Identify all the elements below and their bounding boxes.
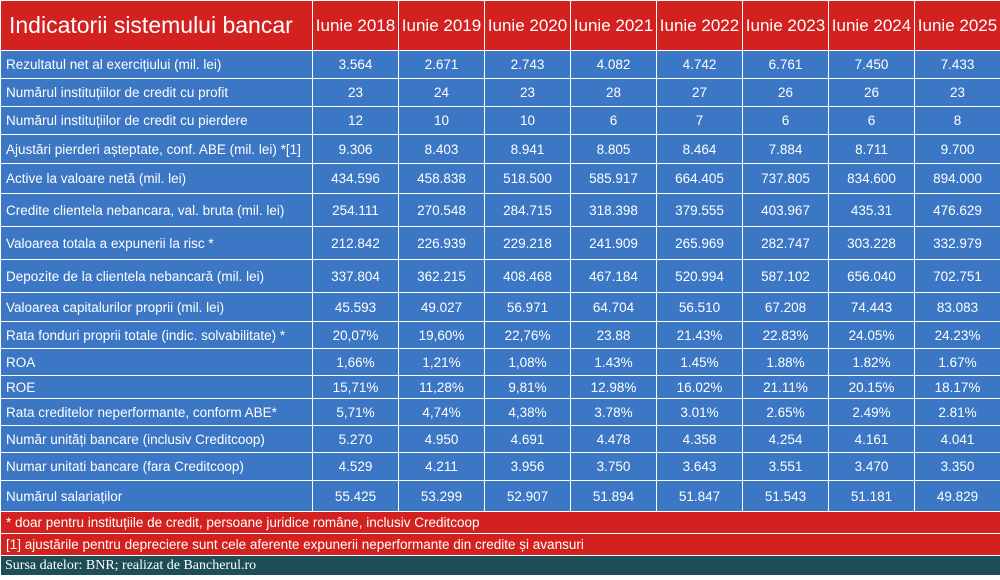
value-cell: 212.842 <box>313 227 399 260</box>
row-label: Rata fonduri proprii totale (indic. solvabilitate) * <box>1 322 313 349</box>
value-cell: 26 <box>743 79 829 107</box>
value-cell: 67.208 <box>743 293 829 322</box>
table-row <box>1 322 1000 349</box>
value-cell: 24.05% <box>829 322 915 349</box>
value-cell: 45.593 <box>313 293 399 322</box>
value-cell: 362.215 <box>399 260 485 293</box>
value-cell: 4.478 <box>571 426 657 453</box>
value-cell: 3.564 <box>313 51 399 79</box>
value-cell: 4.691 <box>485 426 571 453</box>
value-cell: 8.941 <box>485 135 571 164</box>
row-label: Numărul instituțiilor de credit cu pierdere <box>1 107 313 135</box>
value-cell: 9.306 <box>313 135 399 164</box>
footnote-row <box>1 512 1000 534</box>
year-header: Iunie 2024 <box>829 1 915 51</box>
table-row <box>1 293 1000 322</box>
value-cell: 4.041 <box>915 426 1000 453</box>
value-cell: 12.98% <box>571 376 657 399</box>
value-cell: 1,08% <box>485 349 571 376</box>
year-header: Iunie 2021 <box>571 1 657 51</box>
value-cell: 270.548 <box>399 194 485 227</box>
value-cell: 8.711 <box>829 135 915 164</box>
value-cell: 56.971 <box>485 293 571 322</box>
value-cell: 24 <box>399 79 485 107</box>
value-cell: 16.02% <box>657 376 743 399</box>
value-cell: 241.909 <box>571 227 657 260</box>
row-label: Credite clientela nebancara, val. bruta (mil. lei) <box>1 194 313 227</box>
value-cell: 337.804 <box>313 260 399 293</box>
value-cell: 4.950 <box>399 426 485 453</box>
table-row <box>1 399 1000 426</box>
table-row <box>1 453 1000 481</box>
value-cell: 8.464 <box>657 135 743 164</box>
value-cell: 24.23% <box>915 322 1000 349</box>
value-cell: 7.450 <box>829 51 915 79</box>
footnote-adjustments: [1] ajustările pentru depreciere sunt cele aferente expunerii neperformante din credite și avansuri <box>1 534 1000 556</box>
value-cell: 1.67% <box>915 349 1000 376</box>
value-cell: 4.358 <box>657 426 743 453</box>
value-cell: 4.161 <box>829 426 915 453</box>
value-cell: 9,81% <box>485 376 571 399</box>
value-cell: 22,76% <box>485 322 571 349</box>
value-cell: 23 <box>313 79 399 107</box>
value-cell: 318.398 <box>571 194 657 227</box>
value-cell: 21.11% <box>743 376 829 399</box>
value-cell: 4.211 <box>399 453 485 481</box>
value-cell: 49.829 <box>915 481 1000 512</box>
year-header: Iunie 2019 <box>399 1 485 51</box>
value-cell: 585.917 <box>571 164 657 194</box>
value-cell: 435.31 <box>829 194 915 227</box>
value-cell: 27 <box>657 79 743 107</box>
value-cell: 4,38% <box>485 399 571 426</box>
value-cell: 55.425 <box>313 481 399 512</box>
value-cell: 1,66% <box>313 349 399 376</box>
row-label: Depozite de la clientela nebancară (mil. lei) <box>1 260 313 293</box>
value-cell: 4,74% <box>399 399 485 426</box>
value-cell: 3.350 <box>915 453 1000 481</box>
row-label: Ajustări pierderi așteptate, conf. ABE (mil. lei) *[1] <box>1 135 313 164</box>
value-cell: 2.65% <box>743 399 829 426</box>
value-cell: 2.743 <box>485 51 571 79</box>
value-cell: 379.555 <box>657 194 743 227</box>
value-cell: 282.747 <box>743 227 829 260</box>
value-cell: 664.405 <box>657 164 743 194</box>
value-cell: 5,71% <box>313 399 399 426</box>
value-cell: 4.742 <box>657 51 743 79</box>
value-cell: 23.88 <box>571 322 657 349</box>
year-header: Iunie 2022 <box>657 1 743 51</box>
row-label: ROA <box>1 349 313 376</box>
value-cell: 20.15% <box>829 376 915 399</box>
value-cell: 10 <box>485 107 571 135</box>
value-cell: 434.596 <box>313 164 399 194</box>
value-cell: 3.643 <box>657 453 743 481</box>
value-cell: 3.01% <box>657 399 743 426</box>
value-cell: 458.838 <box>399 164 485 194</box>
value-cell: 19,60% <box>399 322 485 349</box>
value-cell: 737.805 <box>743 164 829 194</box>
value-cell: 520.994 <box>657 260 743 293</box>
table-body <box>1 51 1000 512</box>
value-cell: 6 <box>571 107 657 135</box>
value-cell: 303.228 <box>829 227 915 260</box>
value-cell: 26 <box>829 79 915 107</box>
value-cell: 1,21% <box>399 349 485 376</box>
value-cell: 28 <box>571 79 657 107</box>
source-row <box>1 556 1000 576</box>
value-cell: 587.102 <box>743 260 829 293</box>
value-cell: 467.184 <box>571 260 657 293</box>
value-cell: 6 <box>829 107 915 135</box>
value-cell: 15,71% <box>313 376 399 399</box>
footnote-row <box>1 534 1000 556</box>
value-cell: 53.299 <box>399 481 485 512</box>
value-cell: 7 <box>657 107 743 135</box>
value-cell: 56.510 <box>657 293 743 322</box>
value-cell: 1.45% <box>657 349 743 376</box>
value-cell: 51.181 <box>829 481 915 512</box>
value-cell: 403.967 <box>743 194 829 227</box>
value-cell: 7.433 <box>915 51 1000 79</box>
value-cell: 49.027 <box>399 293 485 322</box>
value-cell: 8.403 <box>399 135 485 164</box>
table-row <box>1 481 1000 512</box>
value-cell: 3.470 <box>829 453 915 481</box>
value-cell: 265.969 <box>657 227 743 260</box>
value-cell: 5.270 <box>313 426 399 453</box>
value-cell: 21.43% <box>657 322 743 349</box>
value-cell: 8.805 <box>571 135 657 164</box>
table-row <box>1 227 1000 260</box>
value-cell: 1.88% <box>743 349 829 376</box>
row-label: ROE <box>1 376 313 399</box>
value-cell: 22.83% <box>743 322 829 349</box>
value-cell: 51.543 <box>743 481 829 512</box>
table-row <box>1 349 1000 376</box>
table-row <box>1 164 1000 194</box>
value-cell: 10 <box>399 107 485 135</box>
value-cell: 2.671 <box>399 51 485 79</box>
table-row <box>1 376 1000 399</box>
value-cell: 4.254 <box>743 426 829 453</box>
value-cell: 1.82% <box>829 349 915 376</box>
value-cell: 518.500 <box>485 164 571 194</box>
value-cell: 12 <box>313 107 399 135</box>
year-header: Iunie 2018 <box>313 1 399 51</box>
value-cell: 254.111 <box>313 194 399 227</box>
value-cell: 1.43% <box>571 349 657 376</box>
value-cell: 52.907 <box>485 481 571 512</box>
value-cell: 6.761 <box>743 51 829 79</box>
value-cell: 226.939 <box>399 227 485 260</box>
value-cell: 9.700 <box>915 135 1000 164</box>
table-row <box>1 135 1000 164</box>
value-cell: 64.704 <box>571 293 657 322</box>
footnote-solvency: * doar pentru instituțiile de credit, persoane juridice române, inclusiv Creditcoop <box>1 512 1000 534</box>
table-row <box>1 426 1000 453</box>
row-label: Număr unități bancare (inclusiv Creditcoop) <box>1 426 313 453</box>
table-title: Indicatorii sistemului bancar <box>1 1 313 51</box>
value-cell: 20,07% <box>313 322 399 349</box>
value-cell: 2.81% <box>915 399 1000 426</box>
value-cell: 2.49% <box>829 399 915 426</box>
row-label: Rata creditelor neperformante, conform ABE* <box>1 399 313 426</box>
row-label: Numar unitati bancare (fara Creditcoop) <box>1 453 313 481</box>
source-text: Sursa datelor: BNR; realizat de Bancherul.ro <box>1 556 1000 576</box>
value-cell: 656.040 <box>829 260 915 293</box>
value-cell: 229.218 <box>485 227 571 260</box>
row-label: Valoarea capitalurilor proprii (mil. lei) <box>1 293 313 322</box>
year-header: Iunie 2025 <box>915 1 1000 51</box>
year-header: Iunie 2023 <box>743 1 829 51</box>
value-cell: 476.629 <box>915 194 1000 227</box>
value-cell: 834.600 <box>829 164 915 194</box>
value-cell: 3.750 <box>571 453 657 481</box>
value-cell: 4.082 <box>571 51 657 79</box>
value-cell: 702.751 <box>915 260 1000 293</box>
value-cell: 7.884 <box>743 135 829 164</box>
value-cell: 51.894 <box>571 481 657 512</box>
row-label: Rezultatul net al exercițiului (mil. lei) <box>1 51 313 79</box>
table-row <box>1 194 1000 227</box>
row-label: Valoarea totala a expunerii la risc * <box>1 227 313 260</box>
value-cell: 51.847 <box>657 481 743 512</box>
value-cell: 3.78% <box>571 399 657 426</box>
table-row <box>1 79 1000 107</box>
row-label: Active la valoare netă (mil. lei) <box>1 164 313 194</box>
year-header: Iunie 2020 <box>485 1 571 51</box>
value-cell: 894.000 <box>915 164 1000 194</box>
value-cell: 8 <box>915 107 1000 135</box>
row-label: Numărul salariaților <box>1 481 313 512</box>
value-cell: 284.715 <box>485 194 571 227</box>
table-row <box>1 107 1000 135</box>
value-cell: 3.551 <box>743 453 829 481</box>
value-cell: 83.083 <box>915 293 1000 322</box>
value-cell: 332.979 <box>915 227 1000 260</box>
row-label: Numărul instituțiilor de credit cu profit <box>1 79 313 107</box>
value-cell: 408.468 <box>485 260 571 293</box>
value-cell: 11,28% <box>399 376 485 399</box>
value-cell: 18.17% <box>915 376 1000 399</box>
header-row <box>1 1 1000 51</box>
value-cell: 4.529 <box>313 453 399 481</box>
value-cell: 6 <box>743 107 829 135</box>
value-cell: 23 <box>915 79 1000 107</box>
table-row <box>1 51 1000 79</box>
table-row <box>1 260 1000 293</box>
value-cell: 74.443 <box>829 293 915 322</box>
value-cell: 23 <box>485 79 571 107</box>
value-cell: 3.956 <box>485 453 571 481</box>
